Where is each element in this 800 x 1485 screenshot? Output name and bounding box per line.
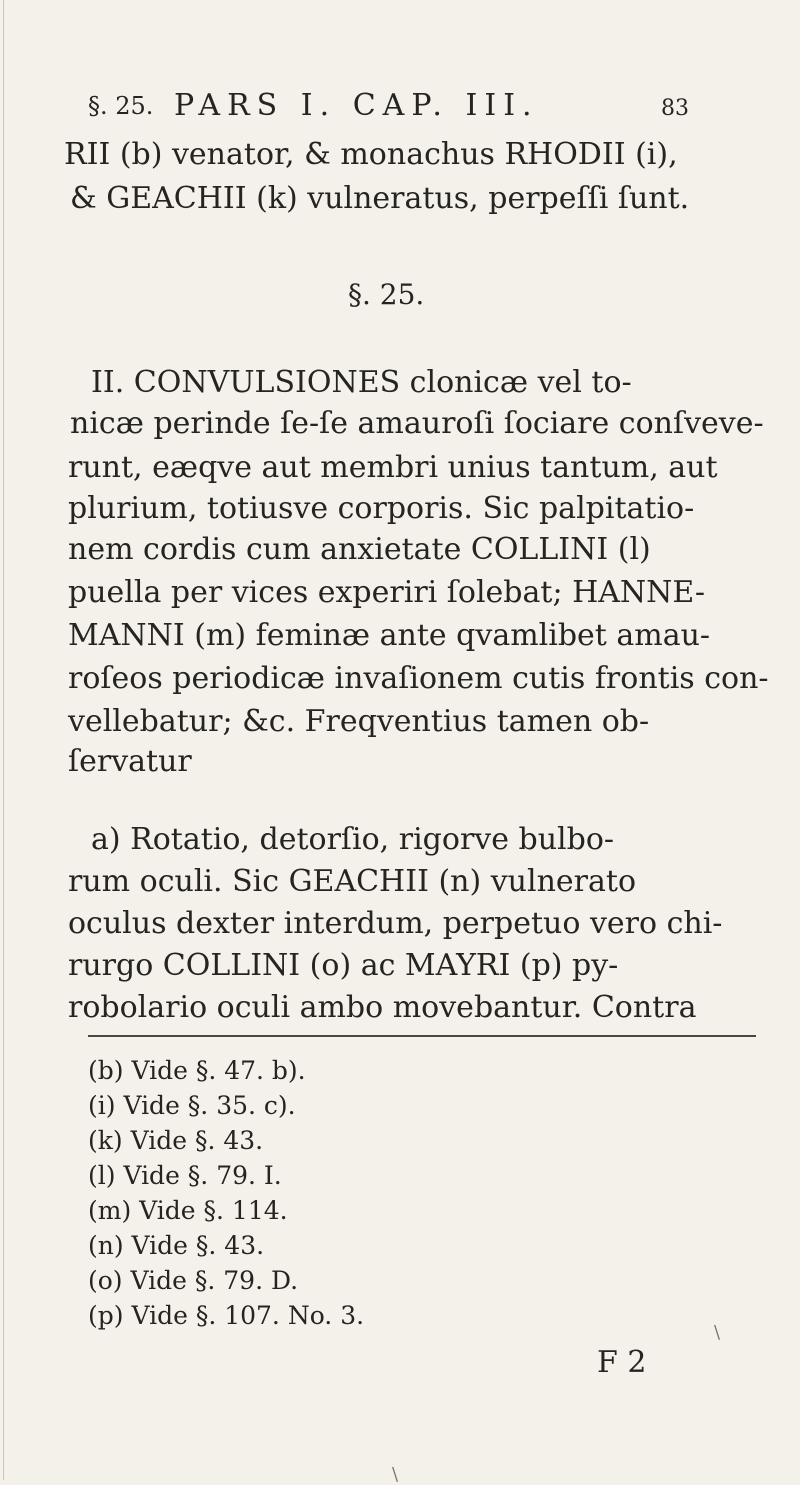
running-title: PARS I. CAP. III.: [174, 88, 539, 123]
text-line: plurium, totiusve corporis. Sic palpitatio-: [68, 491, 695, 526]
footnote: (i) Vide §. 35. c).: [88, 1091, 296, 1120]
section-heading: §. 25.: [348, 278, 425, 311]
text-line: runt, eæqve aut membri unius tantum, aut: [68, 450, 718, 485]
footnote-rule: [88, 1035, 756, 1037]
text-line: a) Rotatio, detorſio, rigorve bulbo-: [91, 822, 615, 857]
footnote: (l) Vide §. 79. I.: [88, 1161, 282, 1190]
page-edge: [3, 0, 4, 1480]
text-line: vellebatur; &c. Freqventius tamen ob-: [68, 704, 650, 739]
text-line: RII (b) venator, & monachus RHODII (i),: [64, 137, 678, 172]
text-line: nicæ perinde ſe-ſe amauroſi ſociare conſveve-: [70, 406, 764, 441]
stray-mark: \: [714, 1322, 721, 1343]
stray-mark: \: [392, 1464, 399, 1485]
text-line: rurgo COLLINI (o) ac MAYRI (p) py-: [68, 948, 619, 983]
footnote: (n) Vide §. 43.: [88, 1231, 265, 1260]
text-line: MANNI (m) feminæ ante qvamlibet amau-: [68, 618, 711, 653]
text-line: puella per vices experiri ſolebat; HANNE-: [68, 575, 706, 610]
running-head: [88, 88, 688, 128]
section-number: §. 25.: [88, 92, 154, 120]
footnote: (o) Vide §. 79. D.: [88, 1266, 299, 1295]
text-line: nem cordis cum anxietate COLLINI (l): [68, 532, 651, 567]
footnote: (m) Vide §. 114.: [88, 1196, 288, 1225]
text-line: robolario oculi ambo movebantur. Contra: [68, 990, 697, 1025]
footnote: (p) Vide §. 107. No. 3.: [88, 1301, 365, 1330]
signature-mark: F 2: [597, 1345, 647, 1380]
footnote: (b) Vide §. 47. b).: [88, 1056, 306, 1085]
text-line: oculus dexter interdum, perpetuo vero chi-: [68, 906, 723, 941]
text-line: roſeos periodicæ invaſionem cutis frontis con-: [68, 661, 769, 696]
text-line: rum oculi. Sic GEACHII (n) vulnerato: [68, 864, 637, 899]
text-line: ſervatur: [68, 744, 192, 779]
text-line: & GEACHII (k) vulneratus, perpeſſi ſunt.: [70, 181, 690, 216]
page-number: 83: [661, 96, 689, 121]
footnote: (k) Vide §. 43.: [88, 1126, 264, 1155]
text-line: II. CONVULSIONES clonicæ vel to-: [91, 365, 632, 400]
